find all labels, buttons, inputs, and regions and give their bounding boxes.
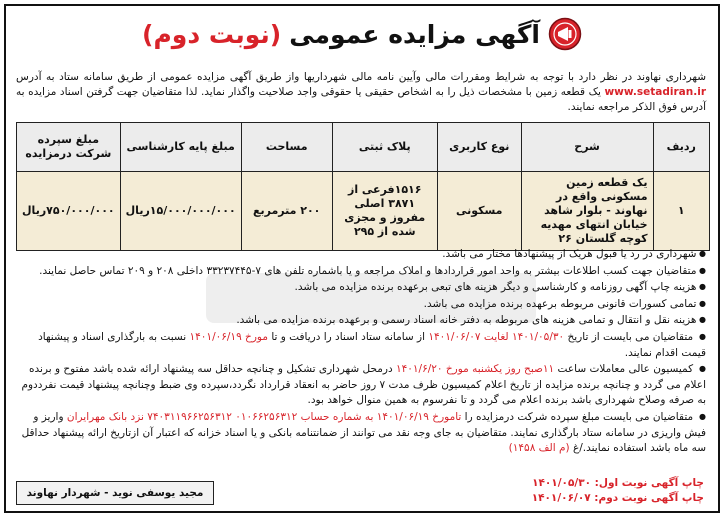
- intro-text-before: شهرداری نهاوند در نظر دارد با توجه به شرایط ومقررات مالی وآیین نامه مالی شهرداریها واز طریق آگهی مزایده عمومی از طریق سامانه ستاد به آدرس: [16, 71, 706, 83]
- document-window-dates: ۱۴۰۱/۰۵/۳۰ لغایت ۱۴۰۱/۰۶/۰۷: [428, 330, 565, 343]
- list-item: ● متقاضیان می بایست مبلغ سپرده شرکت درمزایده را تامورخ ۱۴۰۱/۰۶/۱۹ به شماره حساب ۰۱۰۶۶۲۵۶۳۱۲ ۷۴۰۳۱۱۹۶۶۲۵۶۳۱۲ نزد بانک مهرایران واریز و فیش واریزی در سامانه ستاد بارگذاری نمایند. متقاضیان به جای وجه نقد می توانند از ضمانتنامه بانکی و یا اسناد خزانه که اعتبار آن ازتاریخ ارائه پیشنهاد حداقل سه ماه باشد استفاده نمایند./غ (م الف ۱۴۵۸): [16, 409, 706, 457]
- first-publication: چاپ آگهی نوبت اول: ۱۴۰۱/۰۵/۳۰: [532, 477, 704, 489]
- notice-code: (م الف ۱۴۵۸): [508, 442, 570, 455]
- cell-deposit: ۷۵۰/۰۰۰/۰۰۰ریال: [17, 172, 121, 251]
- header-usage: نوع کاربری: [437, 123, 521, 172]
- megaphone-badge-icon: [548, 17, 582, 51]
- second-publication: چاپ آگهی نوبت دوم: ۱۴۰۱/۰۶/۰۷: [531, 492, 704, 504]
- auction-items-table: [16, 122, 710, 251]
- title-round: (نوبت دوم): [142, 19, 282, 49]
- list-item: ● متقاضیان جهت کسب اطلاعات بیشتر به واحد امور قراردادها و املاک مراجعه و یا باشماره تلفن های ۷-۳۳۲۳۷۴۴۵ داخلی ۲۰۸ و ۲۰۹ تماس حاصل نمایند.: [16, 263, 706, 280]
- notice-frame: [4, 4, 720, 513]
- mayor-signature: مجید یوسفی نوید - شهردار نهاوند: [16, 481, 214, 505]
- header-row-number: ردیف: [653, 123, 709, 172]
- cell-description: یک قطعه زمین مسکونی واقع در نهاوند - بلوار شاهد خیابان انتهای مهدیه کوچه گلستان ۲۶: [521, 172, 653, 251]
- notice-title: [6, 14, 718, 54]
- list-item: ● شهرداری در رد یا قبول هریک از پیشنهادها مختار می باشد.: [16, 246, 706, 263]
- list-item: ● کمیسیون عالی معاملات ساعت ۱۱صبح روز یکشنبه مورخ ۱۴۰۱/۶/۲۰ درمحل شهرداری تشکیل و چنانچه حداقل سه پیشنهاد ارائه شده باشد مفتوح و برنده اعلام می گردد و چنانچه برنده مزایده از تاریخ اعلام کمیسیون ظرف مدت ۷ روز حاضر به انعقاد قرارداد نگردد،سپرده وی ضبط وچنانچه پیشنهاد قیمت نفرددوم به صرفه وصلاح شهرداری باشد برنده اعلام می گردد و تا نفرسوم به همین منوال خواهد بود.: [16, 361, 706, 409]
- title-main: آگهی مزایده عمومی: [289, 19, 540, 49]
- commission-datetime: ۱۱صبح روز یکشنبه مورخ ۱۴۰۱/۶/۲۰: [395, 363, 555, 376]
- list-item: ● متقاضیان می بایست از تاریخ ۱۴۰۱/۰۵/۳۰ لغایت ۱۴۰۱/۰۶/۰۷ از سامانه ستاد اسناد را دریافت و تا مورخ ۱۴۰۱/۰۶/۱۹ نسبت به بارگذاری اسناد و پیشنهاد قیمت اقدام نمایند.: [16, 329, 706, 361]
- table-row: [17, 172, 710, 251]
- header-base-price: مبلغ پایه کارشناسی: [120, 123, 241, 172]
- publication-dates: [532, 476, 704, 506]
- header-description: شرح: [521, 123, 653, 172]
- deposit-account-info: تامورخ ۱۴۰۱/۰۶/۱۹ به شماره حساب ۰۱۰۶۶۲۵۶۳۱۲ ۷۴۰۳۱۱۹۶۶۲۵۶۳۱۲ نزد بانک مهرایران: [66, 410, 462, 423]
- intro-text-after: یک قطعه زمین با مشخصات ذیل را به اشخاص حقیقی یا حقوقی واجد صلاحیت واگذار نماید. لذا متقاضیان جهت گرفتن اسناد مزایده به آدرس فوق الذکر مراجعه نمایند.: [16, 86, 706, 113]
- cell-area: ۲۰۰ مترمربع: [241, 172, 332, 251]
- conditions-list: [16, 246, 706, 457]
- cell-base-price: ۱۵/۰۰۰/۰۰۰/۰۰۰ریال: [120, 172, 241, 251]
- intro-paragraph: [16, 70, 706, 115]
- table-header-row: [17, 123, 710, 172]
- header-deposit: مبلغ سپرده شرکت درمزایده: [17, 123, 121, 172]
- header-area: مساحت: [241, 123, 332, 172]
- list-item: ● تمامی کسورات قانونی مربوطه برعهده برنده مزایده می باشد.: [16, 296, 706, 313]
- cell-plate: ۱۵۱۶فرعی از ۳۸۷۱ اصلی مفروز و مجزی شده از ۲۹۵: [332, 172, 437, 251]
- upload-deadline: مورخ ۱۴۰۱/۰۶/۱۹: [189, 330, 268, 343]
- list-item: ● هزینه نقل و انتقال و تمامی هزینه های مربوطه به دفتر خانه اسناد رسمی و برعهده برنده مزایده می باشد.: [16, 312, 706, 329]
- cell-row-number: ۱: [653, 172, 709, 251]
- list-item: ● هزینه چاپ آگهی روزنامه و کارشناسی و دیگر هزینه های تبعی برعهده برنده مزایده می باشد.: [16, 279, 706, 296]
- setad-website-link[interactable]: www.setadiran.ir: [604, 86, 706, 98]
- header-plate: پلاک ثبتی: [332, 123, 437, 172]
- cell-usage: مسکونی: [437, 172, 521, 251]
